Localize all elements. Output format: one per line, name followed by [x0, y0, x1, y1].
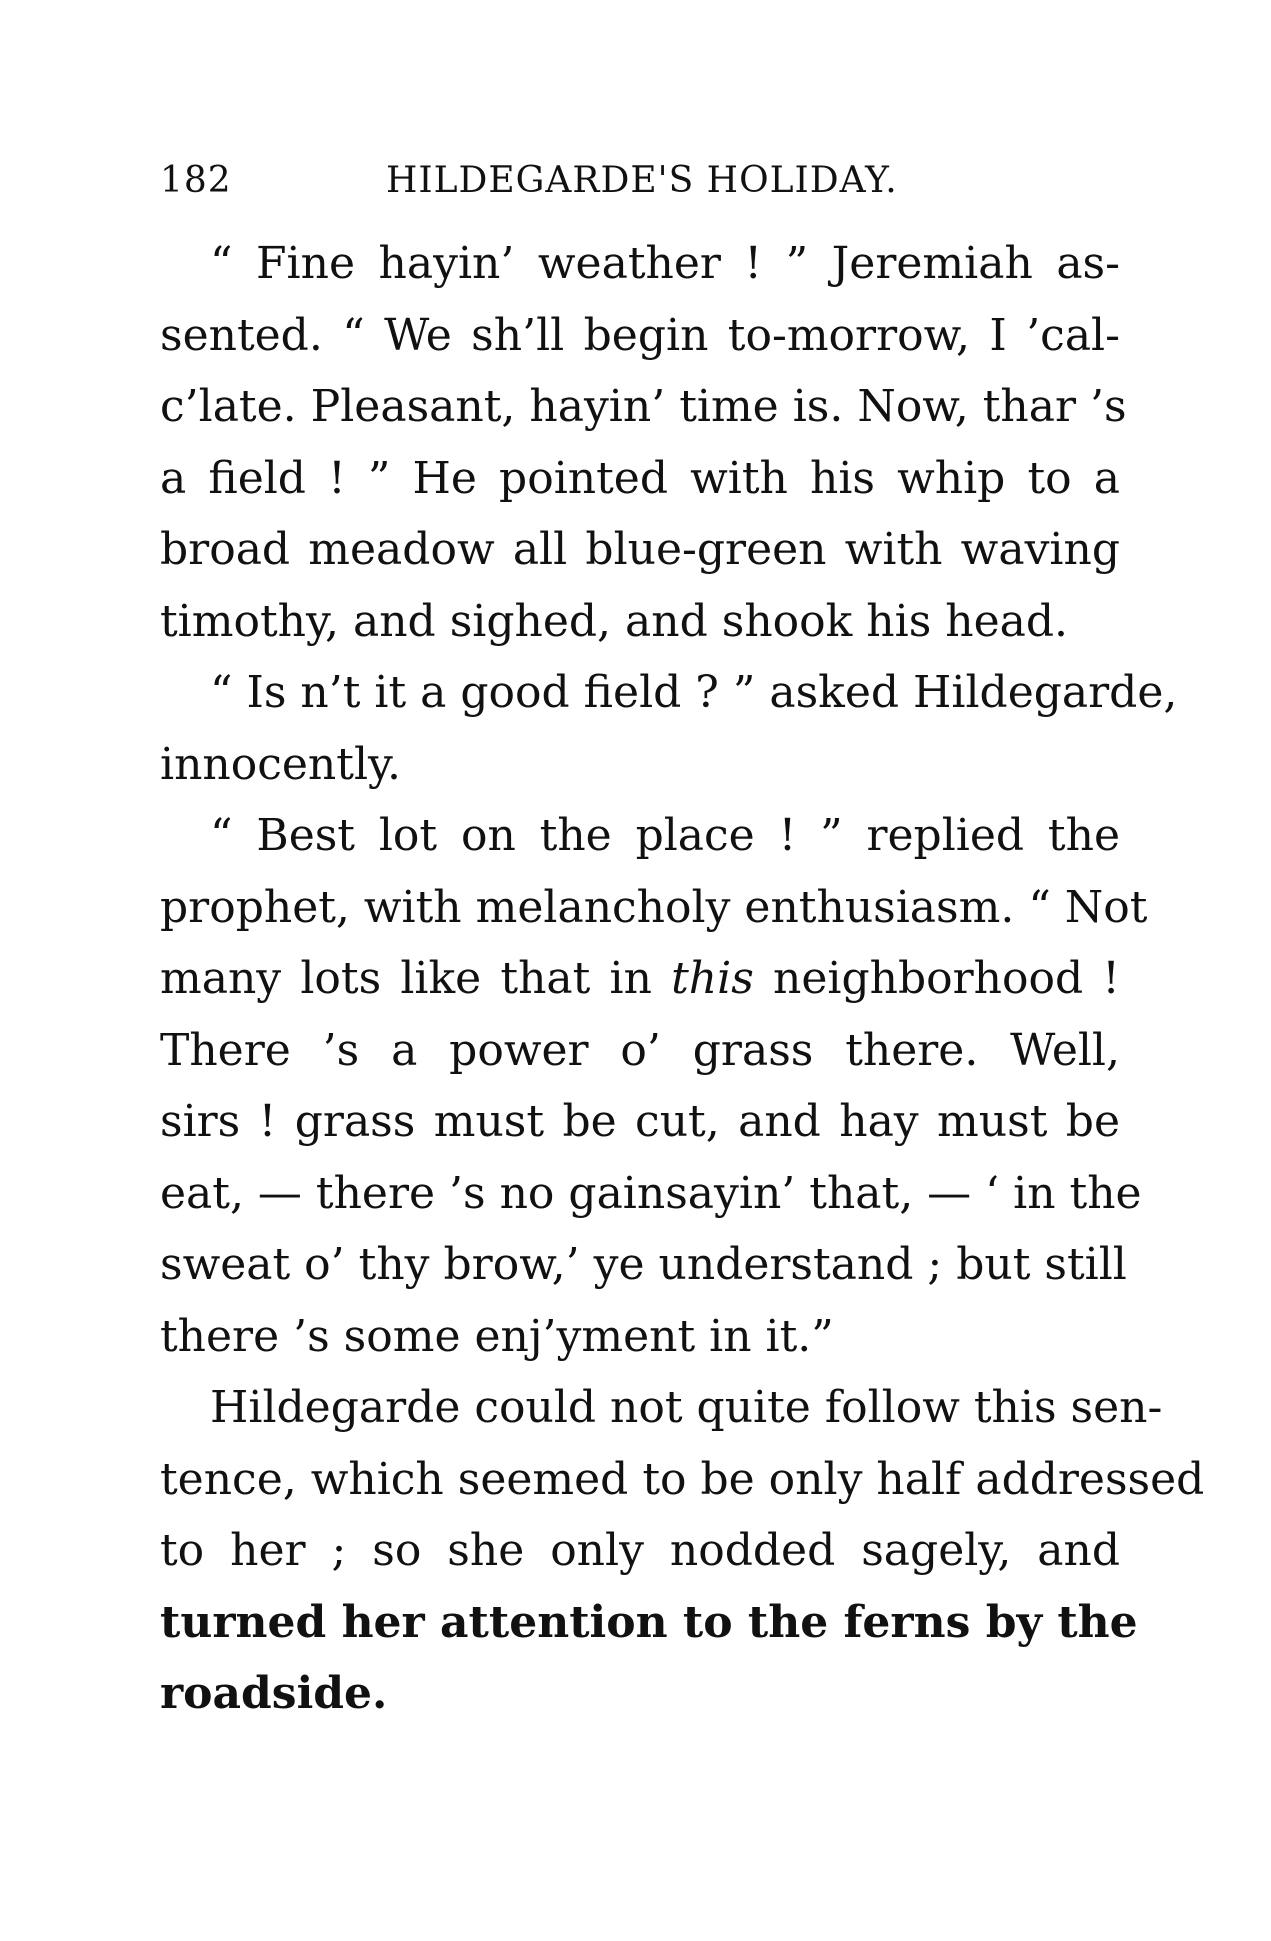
page-number: 182 [160, 160, 232, 201]
text-line: sented. “ We sh’ll begin to-morrow, I ’cal- [160, 309, 1120, 361]
text-line: a field ! ” He pointed with his whip to a [160, 452, 1120, 504]
text-line: timothy, and sighed, and shook his head. [160, 595, 1069, 647]
text-line: broad meadow all blue-green with waving [160, 524, 1120, 575]
text-line: there ’s some enj’yment in it.” [160, 1310, 834, 1362]
text-line: There ’s a power o’ grass there. Well, [160, 1024, 1120, 1076]
text-line: prophet, with melancholy enthusiasm. “ Not [160, 881, 1148, 933]
paragraph-3 [160, 800, 1148, 1372]
text-line: to her ; so she only nodded sagely, and [160, 1525, 1120, 1576]
text-line: c’late. Pleasant, hayin’ time is. Now, thar ’s [160, 381, 1127, 432]
text-line: tence, which seemed to be only half addressed [160, 1453, 1205, 1505]
paragraph-1 [160, 228, 1127, 657]
text-line: sirs ! grass must be cut, and hay must be [160, 1096, 1120, 1147]
text-line: eat, — there ’s no gainsayin’ that, — ‘ in the [160, 1167, 1142, 1219]
paragraph-2 [160, 657, 1178, 800]
text-line: turned her attention to the ferns by the [160, 1596, 1138, 1648]
text-line: Hildegarde could not quite follow this sen- [210, 1382, 1163, 1433]
text-line: sweat o’ thy brow,’ ye understand ; but still [160, 1239, 1127, 1290]
text-line: “ Best lot on the place ! ” replied the [210, 810, 1120, 861]
body-text [160, 228, 1205, 1730]
running-head: HILDEGARDE'S HOLIDAY. [386, 160, 898, 201]
text-line: roadside. [160, 1668, 388, 1719]
text-line: innocently. [160, 738, 402, 790]
text-line: “ Fine hayin’ weather ! ” Jeremiah as- [210, 238, 1120, 289]
text-line: many lots like that in this neighborhood ! [160, 953, 1120, 1004]
text-line: “ Is n’t it a good field ? ” asked Hildegarde, [210, 667, 1178, 718]
emphasis: this [671, 953, 754, 1004]
paragraph-4 [160, 1372, 1205, 1730]
